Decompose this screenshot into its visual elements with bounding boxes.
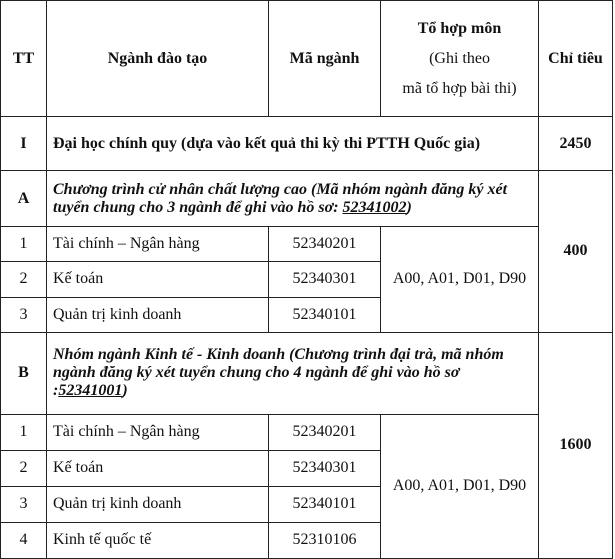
section-i-quota: 2450 [539, 117, 613, 171]
section-a-quota: 400 [539, 171, 613, 332]
section-b-quota: 1600 [539, 332, 613, 558]
section-b-title-end: ) [122, 382, 128, 400]
row-tt: 2 [1, 262, 47, 297]
row-tt: 4 [1, 522, 47, 558]
row-code: 52340101 [269, 297, 381, 332]
row-major: Kế toán [47, 450, 269, 486]
row-major: Tài chính – Ngân hàng [47, 414, 269, 450]
header-combo-title: Tổ hợp môn [417, 19, 502, 37]
section-a-title-end: ) [406, 198, 412, 216]
row-code: 52340101 [269, 486, 381, 522]
header-quota: Chỉ tiêu [539, 1, 613, 117]
section-a-title-text: Chương trình cử nhân chất lượng cao (Mã nhóm ngành đăng ký xét tuyển chung cho 3 ngành để ghi vào hồ sơ: [53, 180, 508, 216]
section-a-group-code: 52341002 [342, 198, 407, 216]
row-major: Kinh tế quốc tế [47, 522, 269, 558]
row-major: Kế toán [47, 262, 269, 297]
header-major: Ngành đào tạo [47, 1, 269, 117]
section-a-combo: A00, A01, D01, D90 [381, 227, 539, 332]
section-a-title [47, 171, 539, 227]
section-i-title: Đại học chính quy (dựa vào kết quả thi kỳ thi PTTH Quốc gia) [47, 117, 539, 171]
row-tt: 1 [1, 227, 47, 262]
header-combo-sub2: mã tổ hợp bài thi) [402, 79, 517, 97]
header-combo-sub1: (Ghi theo [429, 49, 490, 67]
section-b-title-text: Nhóm ngành Kinh tế - Kinh doanh (Chương trình đại trà, mã nhóm ngành đăng ký xét tuyển chung cho 4 ngành để ghi vào hồ sơ : [53, 346, 504, 400]
row-code: 52340301 [269, 450, 381, 486]
section-b-tt: B [1, 332, 47, 414]
row-major: Quản trị kinh doanh [47, 486, 269, 522]
row-tt: 1 [1, 414, 47, 450]
header-combo [381, 1, 539, 117]
section-b-title [47, 332, 539, 414]
section-b-combo: A00, A01, D01, D90 [381, 414, 539, 558]
row-code: 52340201 [269, 227, 381, 262]
section-a-tt: A [1, 171, 47, 227]
row-tt: 3 [1, 297, 47, 332]
header-tt: TT [1, 1, 47, 117]
row-tt: 3 [1, 486, 47, 522]
row-major: Quản trị kinh doanh [47, 297, 269, 332]
header-code: Mã ngành [269, 1, 381, 117]
section-a-row [1, 171, 613, 227]
row-major: Tài chính – Ngân hàng [47, 227, 269, 262]
section-i-tt: I [1, 117, 47, 171]
section-b-row [1, 332, 613, 414]
section-b-group-code: 52341001 [58, 382, 123, 400]
row-code: 52340301 [269, 262, 381, 297]
row-code: 52310106 [269, 522, 381, 558]
row-code: 52340201 [269, 414, 381, 450]
table-row [1, 227, 613, 262]
header-row [1, 1, 613, 117]
section-i-row [1, 117, 613, 171]
row-tt: 2 [1, 450, 47, 486]
table-row [1, 414, 613, 450]
